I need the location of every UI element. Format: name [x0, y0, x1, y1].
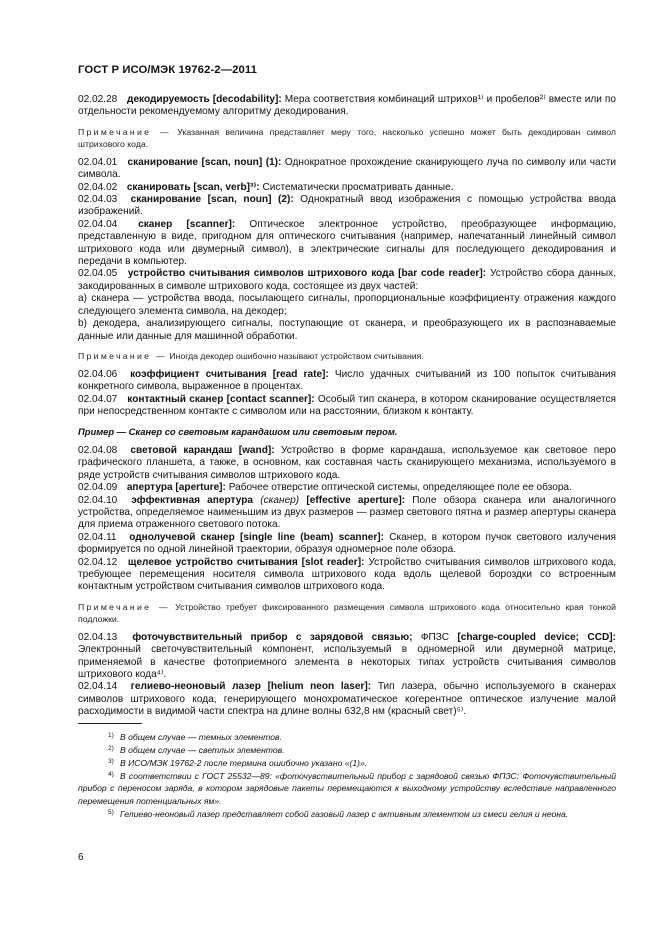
- note-label: Примечание —: [78, 350, 167, 361]
- footnotes: [78, 730, 616, 820]
- note-1: [78, 126, 616, 150]
- entry-text: Тип лазера, обычно используемого в сканерах символов штрихового кода, генерирующего монохроматическое когерентное оптическое излучение малой расходимости в видимой части спектра на длине волны 632,8 нм (красный свет)⁵⁾.: [78, 681, 616, 718]
- entry-term: устройство считывания символов штрихового кода [bar code reader]:: [127, 268, 487, 280]
- entry-text: Устройство считывания символов штрихового кода, требующее перемещения носителя символа штрихового кода вдоль щелевой бороздки со встроенным контактным устройством считывания символов штрихового кода.: [78, 556, 617, 593]
- entry-02-04-12: [78, 557, 616, 594]
- entry-code: 02.04.06: [78, 368, 118, 380]
- entry-term: сканирование [scan, noun] (1):: [127, 156, 282, 168]
- entry-term: декодируемость [decodability]:: [127, 94, 282, 105]
- entry-02-04-14: [78, 681, 616, 718]
- entry-02-04-10: [78, 495, 616, 532]
- footnote-2: [78, 743, 616, 756]
- entry-term-en: [effective aperture]:: [306, 494, 406, 506]
- entry-code: 02.04.14: [78, 681, 118, 693]
- entry-text: Устройство сбора данных, закодированных в символе штрихового кода, состоящее из двух частей:: [78, 268, 617, 292]
- footnote-4: [78, 769, 616, 807]
- note-label: Примечание —: [78, 126, 171, 137]
- footnote-text: В общем случае — темных элементов.: [120, 731, 282, 742]
- entry-term: эффективная апертура: [131, 494, 253, 506]
- page-header: ГОСТ Р ИСО/МЭК 19762-2—2011: [78, 64, 257, 76]
- entry-code: 02.04.11: [78, 531, 117, 543]
- entry-code: 02.04.02: [78, 181, 118, 193]
- footnote-mark: 3): [108, 758, 114, 766]
- note-text: Иногда декодер ошибочно называют устройством считывания.: [169, 350, 424, 361]
- entry-02-04-01: [78, 157, 616, 182]
- entry-02-04-03: [78, 194, 616, 219]
- entry-code: 02.04.13: [78, 631, 118, 643]
- entry-code: 02.04.08: [78, 444, 118, 456]
- entry-02-04-08: [78, 445, 616, 482]
- footnote-text: В ИСО/МЭК 19762-2 после термина ошибочно указано «(1)».: [120, 758, 368, 769]
- entry-text: Сканер, в котором пучок светового излучения формируется по одной линейной траектории, образуя одномерное поле обзора.: [78, 531, 616, 556]
- entry-text: Мера соответствия комбинаций штрихов¹⁾ и пробелов²⁾ вместе или по отдельности рекомендуемому алгоритму декодирования.: [78, 94, 616, 118]
- page-content: [78, 94, 616, 820]
- entry-text: Однократный ввод изображения с помощью устройства ввода изображений.: [78, 194, 616, 218]
- entry-term: коэффициент считывания [read rate]:: [130, 368, 329, 380]
- entry-text: Оптическое электронное устройство, преобразующее информацию, представленную в виде, пригодном для оптического считывания (например, напечатанный линейный символ штрихового кода или двумерный символ), в электрические сигналы для последующего декодирования и передачи в компьютер.: [78, 218, 616, 268]
- entry-code: 02.04.04: [78, 218, 118, 230]
- entry-02-04-07: [78, 394, 616, 419]
- entry-02-02-28: [78, 94, 616, 119]
- entry-02-04-04: [78, 219, 616, 269]
- entry-02-04-05-b: b) декодера, анализирующего сигналы, поступающие от сканера, и преобразующего их в распознаваемые данные или данные для машинной обработки.: [78, 318, 616, 342]
- entry-code: 02.04.07: [78, 393, 118, 405]
- entry-code: 02.04.12: [78, 556, 118, 568]
- entry-term: сканер [scanner]:: [138, 218, 236, 230]
- entry-02-04-11: [78, 532, 616, 557]
- entry-term: щелевое устройство считывания [slot reader]:: [127, 556, 365, 568]
- entry-text: Особый тип сканера, в котором сканирование осуществляется при непосредственном контакте с символом или на расстоянии, близком к контакту.: [78, 393, 617, 418]
- footnote-text: В соответствии с ГОСТ 25532—89: «фоточувствительный прибор с зарядовой связью ФПЗС: Фоточувствительный прибор с переносом заряда, в котором зарядовые пакеты перемещаются к выходному устройству вследствие направленного перемещения потенциальных ям».: [78, 771, 616, 806]
- entry-term: фоточувствительный прибор с зарядовой связью;: [132, 631, 413, 643]
- entry-02-04-13: [78, 632, 616, 682]
- entry-02-04-06: [78, 369, 616, 394]
- note-label: Примечание —: [78, 601, 170, 612]
- entry-02-04-09: [78, 482, 616, 494]
- entry-text: Поле обзора сканера или аналогичного устройства, определяемое наименьшим из двух размеров — размер светового пятна и размер апертуры сканера для приема отраженного светового потока.: [78, 494, 616, 531]
- note-text: Указанная величина представляет меру того, насколько успешно может быть декодирован символ штрихового кода.: [78, 126, 616, 149]
- footnote-mark: 1): [108, 731, 114, 739]
- entry-code: 02.04.09: [78, 482, 118, 494]
- footnote-1: [78, 730, 616, 743]
- entry-term-qualifier: (сканер): [253, 494, 307, 506]
- footnote-3: [78, 756, 616, 769]
- note-text: Устройство требует фиксированного размещения символа штрихового кода относительно края тонкой подложки.: [78, 601, 616, 624]
- entry-term: гелиево-неоновый лазер [helium neon laser]:: [130, 681, 372, 693]
- footnote-mark: 4): [108, 771, 114, 779]
- entry-term: апертура [aperture]:: [126, 482, 226, 494]
- entry-text: Рабочее отверстие оптической системы, определяющее поле ее обзора.: [228, 482, 572, 494]
- footnote-text: Гелиево-неоновый лазер представляет собой газовый лазер с активным элементом из смеси гелия и неона.: [120, 808, 569, 819]
- entry-text: Число удачных считываний из 100 попыток считывания конкретного символа, выраженное в процентах.: [78, 368, 616, 393]
- entry-term-en: [charge-coupled device; CCD]:: [457, 631, 616, 643]
- note-2: [78, 350, 616, 362]
- entry-code: 02.04.10: [78, 494, 118, 506]
- entry-code: 02.04.03: [78, 194, 118, 206]
- entry-term: однолучевой сканер [single line (beam) scanner]:: [129, 531, 385, 543]
- entry-term: световой карандаш [wand]:: [130, 444, 275, 456]
- entry-code: 02.04.01: [78, 156, 118, 168]
- footnote-mark: 2): [108, 744, 114, 752]
- entry-code: 02.04.05: [78, 268, 118, 280]
- entry-term: сканировать [scan, verb]³⁾:: [126, 181, 260, 193]
- entry-text: Электронный светочувствительный компонент, используемый в одномерной или двумерной матрице, применяемой в качестве фотоприемного элемента в некоторых типах устройств считывания символов штрихового кода⁴⁾.: [78, 644, 616, 681]
- entry-text: Однократное прохождение сканирующего луча по символу или части символа.: [78, 156, 616, 181]
- page-number: 6: [78, 852, 84, 863]
- footnote-mark: 5): [108, 808, 114, 816]
- footnote-5: [78, 807, 616, 820]
- entry-text: Устройство в форме карандаша, используемое как световое перо графического планшета, а также, в основном, как составная часть сканирующего механизма, используемого в ряде устройств считывания символов штрихового кода.: [78, 444, 617, 481]
- footnote-separator: [78, 723, 142, 724]
- entry-02-04-05-a: а) сканера — устройства ввода, посылающего сигналы, пропорциональные коэффициенту отражения каждого следующего элемента символа, на декодер;: [78, 293, 616, 317]
- entry-term: сканирование [scan, noun] (2):: [130, 194, 294, 206]
- entry-code: 02.02.28: [78, 94, 118, 105]
- note-3: [78, 601, 616, 625]
- entry-02-04-02: [78, 182, 616, 194]
- example: Пример — Сканер со световым карандашом или световым пером.: [78, 425, 398, 437]
- footnote-text: В общем случае — светлых элементов.: [120, 744, 285, 755]
- entry-text: Систематически просматривать данные.: [262, 181, 454, 193]
- entry-abbr: ФПЗС: [412, 631, 458, 643]
- entry-term: контактный сканер [contact scanner]:: [127, 393, 315, 405]
- entry-02-04-05: [78, 268, 616, 293]
